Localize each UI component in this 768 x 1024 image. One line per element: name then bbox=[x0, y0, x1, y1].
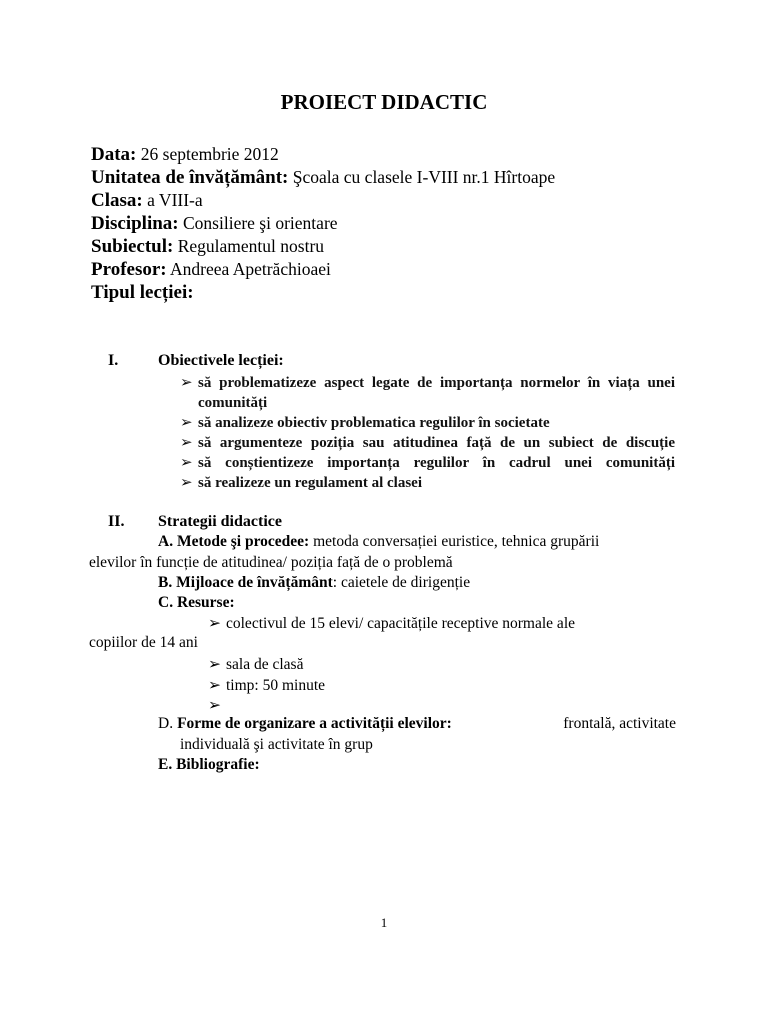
organization-forms-continuation: individuală şi activitate în grup bbox=[180, 736, 373, 753]
meta-class: Clasa: a VIII-a bbox=[91, 190, 203, 211]
arrow-bullet-icon: ➢ bbox=[208, 615, 221, 632]
arrow-bullet-icon: ➢ bbox=[180, 415, 193, 431]
resource-item: ➢ colectivul de 15 elevi/ capacitățile receptive normale ale bbox=[208, 615, 575, 632]
page-number: 1 bbox=[380, 915, 388, 930]
arrow-bullet-icon: ➢ bbox=[180, 475, 193, 491]
section-2-title: Strategii didactice bbox=[158, 513, 282, 530]
bibliography-heading: E. Bibliografie: bbox=[158, 756, 260, 773]
lesson-metadata bbox=[91, 143, 555, 304]
resource-item-continuation: copiilor de 14 ani bbox=[89, 634, 198, 651]
section-1-title: Obiectivele lecției: bbox=[158, 352, 284, 369]
meta-subject: Subiectul: Regulamentul nostru bbox=[91, 236, 325, 257]
list-item: ➢ să conștientizeze importanța regulilor în cadrul unei comunități bbox=[180, 455, 675, 471]
list-item: ➢ să argumenteze poziția sau atitudinea față de un subiect de discuție bbox=[180, 435, 675, 451]
resource-item-empty bbox=[208, 696, 226, 715]
section-2-number: II. bbox=[108, 513, 125, 530]
methods-line: A. Metode şi procedee: metoda conversației euristice, tehnica grupării bbox=[158, 533, 600, 550]
list-item: ➢ să analizeze obiectiv problematica regulilor în societate bbox=[180, 415, 550, 431]
arrow-bullet-icon: ➢ bbox=[208, 656, 221, 673]
arrow-bullet-icon: ➢ bbox=[180, 435, 193, 451]
document-title: PROIECT DIDACTIC bbox=[280, 90, 488, 114]
arrow-bullet-icon: ➢ bbox=[208, 697, 221, 714]
arrow-bullet-icon: ➢ bbox=[180, 375, 193, 391]
organization-forms-line: D. Forme de organizare a activității elevilor: frontală, activitate bbox=[158, 715, 676, 732]
meta-school: Unitatea de învățământ: Şcoala cu clasele I-VIII nr.1 Hîrtoape bbox=[91, 167, 556, 188]
meta-teacher: Profesor: Andreea Apetrăchioaei bbox=[91, 259, 331, 280]
methods-continuation: elevilor în funcție de atitudinea/ poziția față de o problemă bbox=[89, 554, 453, 571]
resource-item: ➢ sala de clasă bbox=[208, 656, 304, 673]
list-item: ➢ să problematizeze aspect legate de importanța normelor în viața unei comunități bbox=[180, 375, 675, 411]
meta-date: Data: 26 septembrie 2012 bbox=[91, 144, 279, 165]
arrow-bullet-icon: ➢ bbox=[180, 455, 193, 471]
list-item: ➢ să realizeze un regulament al clasei bbox=[180, 475, 422, 491]
teaching-aids-line: B. Mijloace de învățământ: caietele de dirigenție bbox=[158, 574, 471, 591]
arrow-bullet-icon: ➢ bbox=[208, 677, 221, 694]
meta-discipline: Disciplina: Consiliere şi orientare bbox=[91, 213, 338, 234]
objectives-list bbox=[180, 373, 675, 493]
resource-item: ➢ timp: 50 minute bbox=[208, 677, 326, 694]
meta-lesson-type: Tipul lecției: bbox=[91, 282, 194, 303]
resources-heading: C. Resurse: bbox=[158, 594, 235, 611]
section-1-number: I. bbox=[108, 352, 119, 369]
